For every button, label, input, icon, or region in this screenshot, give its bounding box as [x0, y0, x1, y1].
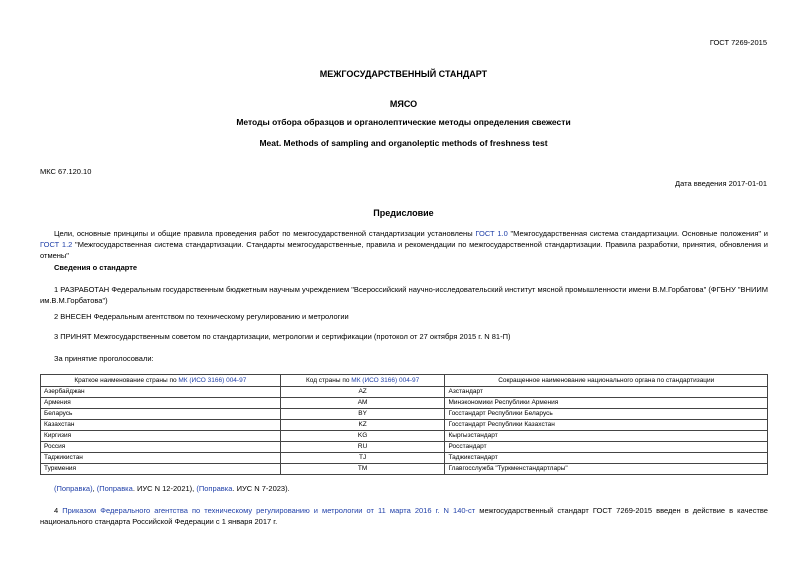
rosstandart-order-link[interactable]: Приказом Федерального агентства по техническому регулированию и метрологии от 11 марта 2016 г. N 140-ст	[62, 506, 476, 515]
table-row	[41, 464, 768, 475]
gost-1-2-link[interactable]: ГОСТ 1.2	[40, 240, 73, 249]
russian-title: Методы отбора образцов и органолептические методы определения свежести	[236, 117, 571, 127]
table-row	[41, 431, 768, 442]
country-cell: Армения	[41, 398, 281, 409]
mks-code: МКС 67.120.10	[40, 167, 92, 176]
body-cell: Минэкономики Республики Армения	[445, 398, 768, 409]
header-code-text: Код страны по	[305, 376, 352, 384]
document-code: ГОСТ 7269-2015	[709, 38, 767, 47]
body-cell: Азстандарт	[445, 387, 768, 398]
code-cell: TJ	[280, 453, 445, 464]
header-body: Сокращенное наименование национального органа по стандартизации	[445, 375, 768, 387]
product-title: МЯСО	[389, 99, 418, 109]
table-row	[41, 453, 768, 464]
country-cell: Киргизия	[41, 431, 281, 442]
about-standard-heading: Сведения о стандарте	[54, 263, 138, 272]
preface-text-a: Цели, основные принципы и общие правила проведения работ по межгосударственной стандартизации установлены	[54, 229, 476, 238]
country-cell: Туркмения	[41, 464, 281, 475]
code-cell: AZ	[280, 387, 445, 398]
standard-type-title: МЕЖГОСУДАРСТВЕННЫЙ СТАНДАРТ	[319, 69, 488, 79]
table-row	[41, 398, 768, 409]
amendment-link-2[interactable]: (Поправка	[96, 484, 133, 493]
code-cell: RU	[280, 442, 445, 453]
preface-heading: Предисловие	[373, 208, 434, 218]
voted-label: За принятие проголосовали:	[54, 354, 154, 363]
amendment-2-tail: . ИУС N 12-2021),	[132, 484, 197, 493]
table-row	[41, 442, 768, 453]
code-cell: BY	[280, 409, 445, 420]
amendment-3-tail: . ИУС N 7-2023).	[232, 484, 290, 493]
body-cell: Главгосслужба "Туркменстандартлары"	[445, 464, 768, 475]
code-cell: KZ	[280, 420, 445, 431]
code-cell: TM	[280, 464, 445, 475]
item-4-text: межгосударственный стандарт ГОСТ 7269-2015 введен в действие в качестве национального стандарта Российской Федерации с 1 января 2017 г.	[40, 506, 768, 526]
amendment-link-1[interactable]: (Поправка)	[54, 484, 93, 493]
body-cell: Госстандарт Республики Казахстан	[445, 420, 768, 431]
country-cell: Таджикистан	[41, 453, 281, 464]
gost-1-0-link[interactable]: ГОСТ 1.0	[475, 229, 508, 238]
body-cell: Кыргызстандарт	[445, 431, 768, 442]
header-country	[41, 375, 281, 387]
header-code	[280, 375, 445, 387]
table-row	[41, 420, 768, 431]
body-cell: Госстандарт Республики Беларусь	[445, 409, 768, 420]
country-cell: Беларусь	[41, 409, 281, 420]
header-country-text: Краткое наименование страны по	[74, 376, 179, 384]
preface-text-c: "Межгосударственная система стандартизации. Стандарты межгосударственные, правила и рекомендации по межгосударственной стандартизации. Правила разработки, принятия, обновления и отмены"	[40, 240, 768, 260]
item-3-adopted: 3 ПРИНЯТ Межгосударственным советом по стандартизации, метрологии и сертификации (протокол от 27 октября 2015 г. N 81-П)	[54, 332, 511, 341]
body-cell: Росстандарт	[445, 442, 768, 453]
item-2-submitted: 2 ВНЕСЕН Федеральным агентством по техническому регулированию и метрологии	[54, 312, 349, 321]
voting-countries-table	[40, 374, 768, 475]
country-cell: Казахстан	[41, 420, 281, 431]
amendments-line	[40, 483, 768, 494]
item-1-developed: 1 РАЗРАБОТАН Федеральным государственным бюджетным научным учреждением "Всероссийский научно-исследовательский институт мясной промышленности имени В.М.Горбатова" (ФГБНУ "ВНИИМ им.В.М.Горбатова")	[40, 285, 768, 305]
item-4-number: 4	[54, 506, 63, 515]
country-cell: Россия	[41, 442, 281, 453]
code-cell: KG	[280, 431, 445, 442]
amendment-link-3[interactable]: (Поправка	[196, 484, 233, 493]
table-row	[41, 387, 768, 398]
table-row	[41, 409, 768, 420]
body-cell: Таджикстандарт	[445, 453, 768, 464]
code-cell: AM	[280, 398, 445, 409]
country-cell: Азербайджан	[41, 387, 281, 398]
english-title: Meat. Methods of sampling and organoleptic methods of freshness test	[259, 138, 548, 148]
preface-text-b: "Межгосударственная система стандартизации. Основные положения" и	[507, 229, 768, 238]
table-header-row	[41, 375, 768, 387]
item-4-enacted	[40, 505, 768, 527]
mk-iso-link-2[interactable]: МК (ИСО 3166) 004-97	[351, 376, 420, 384]
mk-iso-link-1[interactable]: МК (ИСО 3166) 004-97	[178, 376, 247, 384]
preface-paragraph	[40, 228, 768, 261]
introduction-date: Дата введения 2017-01-01	[675, 179, 767, 188]
amendment-sep: ,	[92, 484, 97, 493]
